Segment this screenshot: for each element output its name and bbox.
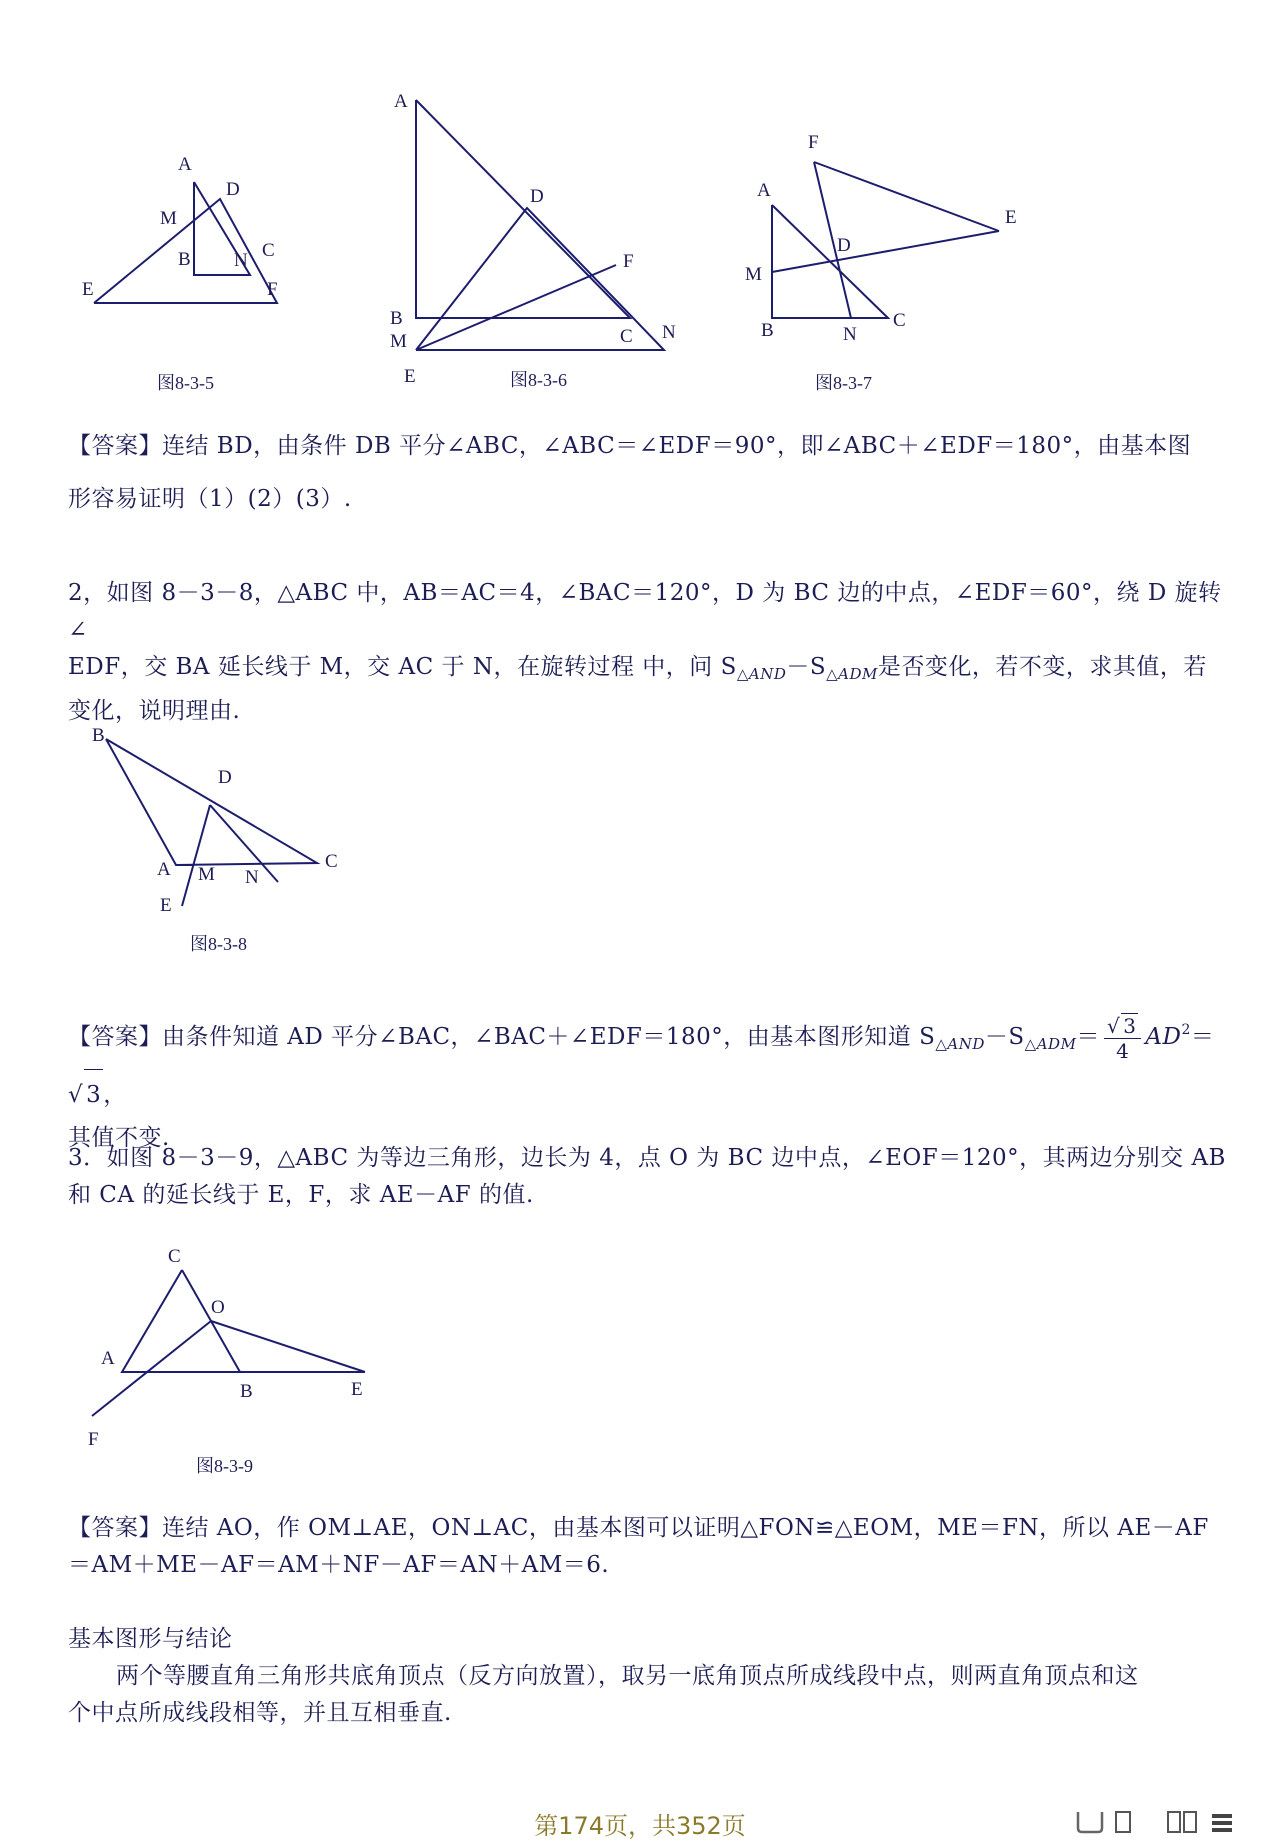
answer-1-line2: 形容易证明（1）(2）(3）. [68,486,352,512]
problem-2-mid: －S [786,654,827,680]
fig838-label-n: N [245,867,259,888]
fig835-label-e: E [82,279,94,300]
problem-2-line2 [68,649,1228,693]
answer-2-frac-root: 3 [1123,1014,1137,1038]
toolbar-icons [1072,1808,1252,1840]
answer-2-sub1: △AND [935,1035,985,1053]
problem-3-line1: 3．如图 8－3－9，△ABC 为等边三角形，边长为 4，点 O 为 BC 边中点，∠EOF＝120°，其两边分别交 AB [68,1145,1226,1171]
answer-1 [68,428,1228,518]
basic-line2: 个中点所成线段相等，并且互相垂直. [68,1700,452,1726]
caption-8-3-8: 图8-3-8 [190,934,247,954]
problem-2-line2a: EDF，交 BA 延长线于 M，交 AC 于 N，在旋转过程 中，问 S [68,654,737,680]
answer-2-root: 3 [84,1069,103,1120]
fig836-label-e: E [404,366,416,387]
fig836-label-n: N [662,322,676,343]
basic-title: 基本图形与结论 [68,1626,233,1652]
fig837-label-d: D [837,235,851,256]
caption-8-3-5: 图8-3-5 [157,373,214,393]
fig837-label-a: A [757,180,771,201]
problem-2-sub2: △ADM [826,665,878,683]
fig836-label-d: D [530,186,544,207]
answer-2-frac-den: 4 [1116,1039,1130,1063]
fig837-label-e: E [1005,207,1017,228]
fig838-label-e: E [160,895,172,916]
page-indicator: 第174页，共352页 [534,1812,746,1840]
answer-1-line1: 连结 BD，由条件 DB 平分∠ABC，∠ABC＝∠EDF＝90°，即∠ABC＋∠EDF＝180°，由基本图 [162,433,1192,459]
answer-2-tag: 【答案】 [68,1024,162,1050]
answer-2-sup: 2 [1181,1022,1191,1038]
fig838-label-m: M [198,864,215,885]
problem-2-line3: 变化，说明理由. [68,698,241,724]
fig835-label-n: N [234,250,248,271]
fig837-label-m: M [745,264,762,285]
fig835-label-b: B [178,249,191,270]
fig838-line-dn [210,805,278,882]
answer-2 [68,1005,1228,1157]
fig837-label-f: F [808,132,819,153]
caption-8-3-6: 图8-3-6 [510,370,567,390]
figure-8-3-5 [82,150,320,355]
fig837-label-n: N [843,324,857,345]
problem-3-line2: 和 CA 的延长线于 E，F，求 AE－AF 的值. [68,1182,534,1208]
figure-8-3-9 [90,1240,390,1450]
answer-2-mid: －S [984,1024,1025,1050]
fig837-label-b: B [761,320,774,341]
fig837-label-c: C [893,310,906,331]
answer-2-frac-num: √ 3 [1104,1013,1141,1039]
fig837-triangle-fde [814,162,999,231]
answer-3-line1: 连结 AO，作 OM⊥AE，ON⊥AC，由基本图可以证明△FON≌△EOM，ME＝FN，所以 AE－AF [162,1515,1209,1541]
fig838-label-b: B [92,725,105,746]
answer-2-eq: ＝ [1076,1024,1100,1050]
answer-2-fraction [1104,1013,1141,1063]
view-mode-icon[interactable] [1078,1812,1102,1832]
answer-2-line2: 其值不变. [68,1125,170,1151]
answer-3-tag: 【答案】 [68,1515,162,1541]
figure-8-3-7 [745,130,1045,360]
fig836-triangle-abc [416,100,630,318]
fig839-line-oe [211,1321,365,1372]
double-page-icon[interactable] [1168,1812,1196,1832]
answer-2-eq2: ＝ [1190,1024,1215,1050]
fig835-label-m: M [160,208,177,229]
answer-2-text: 由条件知道 AD 平分∠BAC，∠BAC＋∠EDF＝180°，由基本图形知道 S [162,1024,936,1050]
fig836-label-b: B [390,308,403,329]
problem-2 [68,575,1228,730]
problem-2-sub1: △AND [736,665,787,683]
fig838-label-c: C [325,851,338,872]
answer-1-tag: 【答案】 [68,433,162,459]
fig838-triangle-abc [106,739,317,865]
fig836-line-em [416,265,616,350]
fig839-label-a: A [101,1348,115,1369]
fig839-label-b: B [240,1381,253,1402]
answer-2-root-sign: √ [68,1082,84,1108]
fig838-label-d: D [218,767,232,788]
answer-3-line2: ＝AM＋ME－AF＝AM＋NF－AF＝AN＋AM＝6. [68,1552,610,1578]
fig838-label-a: A [157,859,171,880]
fig839-label-e: E [351,1379,363,1400]
basic-section [68,1621,1228,1732]
fig835-label-c: C [262,240,275,261]
answer-3 [68,1510,1228,1584]
fig836-label-f: F [623,251,634,272]
fig836-label-a: A [394,91,408,112]
fig835-label-d: D [226,179,240,200]
answer-2-sub2: △ADM [1024,1035,1077,1053]
fig839-label-o: O [211,1297,225,1318]
figure-8-3-8 [90,725,350,915]
fig839-label-c: C [168,1246,181,1267]
answer-2-tail: ， [103,1082,127,1108]
caption-8-3-9: 图8-3-9 [196,1456,253,1476]
scroll-mode-icon[interactable] [1212,1814,1232,1832]
single-page-icon[interactable] [1116,1812,1130,1832]
basic-line1: 两个等腰直角三角形共底角顶点（反方向放置），取另一底角顶点所成线段中点，则两直角顶点和这 [116,1663,1139,1689]
fig839-triangle-abc [122,1270,240,1372]
answer-2-ad: AD [1145,1024,1182,1050]
problem-2-line2b: 是否变化，若不变，求其值，若 [877,654,1207,680]
fig835-label-f: F [267,279,278,300]
fig839-label-f: F [88,1429,99,1450]
caption-8-3-7: 图8-3-7 [815,373,872,393]
problem-2-line1: 2，如图 8－3－8，△ABC 中，AB＝AC＝4，∠BAC＝120°，D 为 BC 边的中点，∠EDF＝60°，绕 D 旋转∠ [68,580,1222,643]
figure-8-3-6 [380,90,690,390]
fig835-label-a: A [178,154,192,175]
fig836-label-c: C [620,326,633,347]
problem-3 [68,1140,1228,1214]
fig838-line-de [182,805,210,906]
fig836-label-m: M [390,331,407,352]
